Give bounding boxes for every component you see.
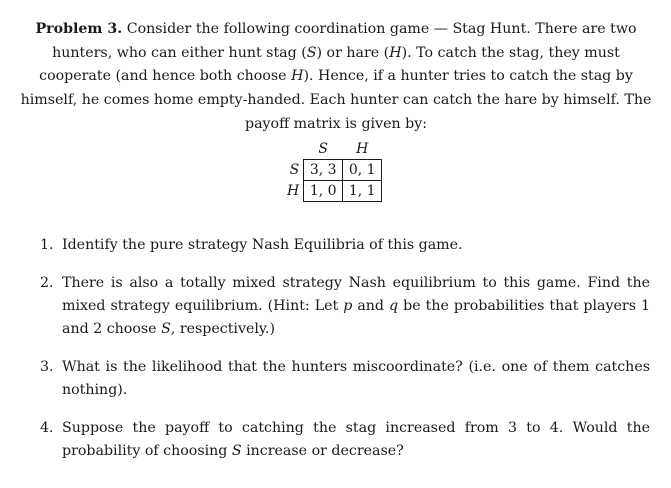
symbol-p: p	[343, 298, 353, 314]
symbol-q: q	[389, 298, 399, 314]
symbol-s: S	[161, 321, 171, 337]
question-number: 3.	[40, 359, 54, 375]
payoff-row	[282, 181, 382, 202]
payoff-row	[282, 160, 382, 181]
problem-heading: Problem 3.	[35, 21, 123, 37]
question-number: 4.	[40, 420, 54, 436]
question-text: There is also a totally mixed strategy Nash equilibrium to this game. Find the mixed strategy equilibrium. (Hint: Let	[62, 275, 650, 314]
question-text: and	[352, 298, 390, 314]
symbol-s: S	[231, 443, 242, 459]
question-text: , respectively.)	[170, 321, 276, 337]
payoff-cell: 0, 1	[343, 160, 382, 181]
question-list	[40, 234, 650, 478]
question-item	[40, 234, 650, 257]
intro-text-1: Consider the following coordination game — Stag Hunt. There are two hunters, who can either hunt stag (	[52, 21, 637, 61]
question-text: increase or decrease?	[241, 443, 404, 459]
question-item	[40, 417, 650, 463]
row-header: H	[287, 183, 300, 199]
payoff-table	[282, 139, 382, 202]
row-header: S	[289, 162, 300, 178]
question-text: What is the likelihood that the hunters miscoordinate? (i.e. one of them catches nothing).	[62, 359, 650, 398]
question-number: 2.	[40, 275, 54, 291]
question-item	[40, 272, 650, 341]
payoff-cell: 1, 1	[343, 181, 382, 202]
question-text: Identify the pure strategy Nash Equilibria of this game.	[62, 237, 463, 253]
symbol-h: H	[389, 44, 402, 61]
payoff-cell: 3, 3	[304, 160, 343, 181]
question-text: Suppose the payoff to catching the stag increased from 3 to 4. Would the probability of choosing	[62, 420, 650, 459]
payoff-header-row	[282, 139, 382, 160]
symbol-s: S	[306, 44, 317, 61]
question-number: 1.	[40, 237, 54, 253]
intro-text-3: ). To catch the stag, they must cooperate (and hence both choose	[39, 44, 620, 85]
question-item	[40, 356, 650, 402]
col-header: H	[356, 141, 369, 157]
payoff-cell: 1, 0	[304, 181, 343, 202]
payoff-matrix	[282, 139, 382, 202]
symbol-h: H	[291, 68, 304, 85]
payoff-corner	[282, 139, 304, 160]
question-text: be the probabilities that players 1 and 2 choose	[62, 298, 651, 337]
intro-text-2: ) or hare (	[316, 44, 390, 61]
problem-intro	[20, 18, 652, 137]
intro-text-4: ). Hence, if a hunter tries to catch the stag by himself, he comes home empty-handed. Each hunter can catch the hare by himself. The payoff matrix is given by:	[20, 68, 652, 132]
col-header: S	[318, 141, 329, 157]
